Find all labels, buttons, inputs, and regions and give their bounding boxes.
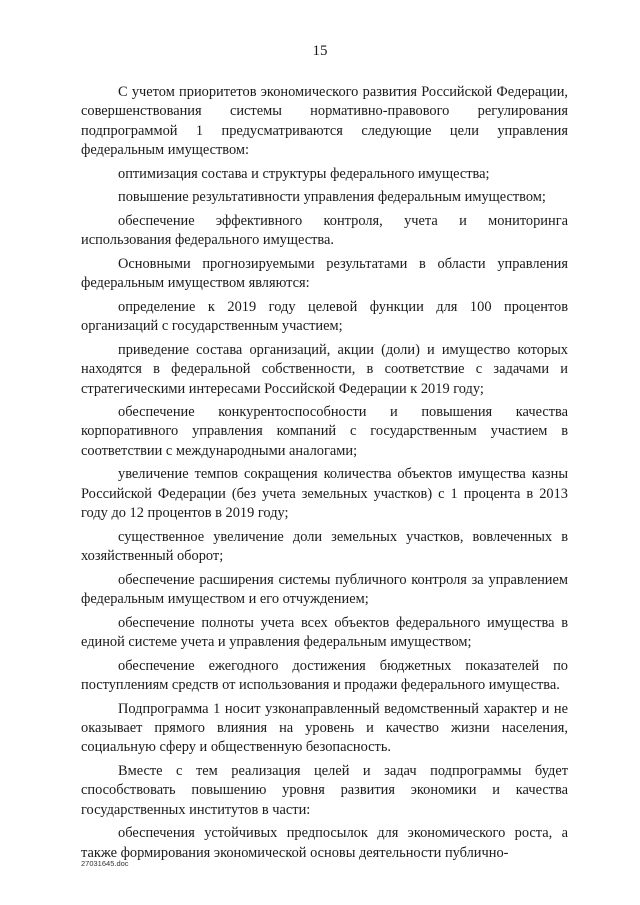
paragraph: оптимизация состава и структуры федерального имущества;: [118, 165, 490, 182]
paragraph: повышение результативности управления федеральным имуществом;: [118, 189, 546, 206]
page-number: 15: [312, 43, 328, 59]
paragraph: обеспечение ежегодного достижения бюджетных показателей по поступлениям средств от использования и продажи федерального имущества.: [81, 657, 568, 693]
paragraph: Вместе с тем реализация целей и задач подпрограммы будет способствовать повышению уровня развития экономики и качества государственных институтов в части:: [81, 762, 568, 818]
paragraph: обеспечение эффективного контроля, учета и мониторинга использования федерального имущества.: [81, 212, 568, 249]
body-text: [81, 83, 568, 867]
paragraph: С учетом приоритетов экономического развития Российской Федерации, совершенствования системы нормативно-правового регулирования подпрограммой 1 предусматриваются следующие цели управления федеральным имуществом:: [81, 84, 568, 158]
footer-filename: 27031645.doc: [81, 859, 129, 868]
paragraph: приведение состава организаций, акции (доли) и имущество которых находятся в федеральной собственности, в соответствие с задачами и стратегическими интересами Российской Федерации к 2019 году;: [81, 341, 568, 397]
paragraph: обеспечение расширения системы публичного контроля за управлением федеральным имуществом и его отчуждением;: [81, 571, 568, 608]
paragraph: Подпрограмма 1 носит узконаправленный ведомственный характер и не оказывает прямого влияния на уровень и качество жизни населения, социальную сферу и общественную безопасность.: [81, 700, 568, 756]
paragraph: Основными прогнозируемыми результатами в области управления федеральным имуществом являются:: [81, 255, 568, 292]
paragraph: обеспечения устойчивых предпосылок для экономического роста, а также формирования экономической основы деятельности публично-: [81, 825, 568, 861]
paragraph: обеспечение полноты учета всех объектов федерального имущества в единой системе учета и управления федеральным имуществом;: [81, 614, 568, 651]
paragraph: увеличение темпов сокращения количества объектов имущества казны Российской Федерации (без учета земельных участков) с 1 процента в 2013 году до 12 процентов в 2019 году;: [81, 466, 568, 522]
paragraph: обеспечение конкурентоспособности и повышения качества корпоративного управления компаний с государственным участием в соответствии с международными аналогами;: [81, 404, 568, 459]
paragraph: существенное увеличение доли земельных участков, вовлеченных в хозяйственный оборот;: [81, 528, 568, 565]
paragraph: определение к 2019 году целевой функции для 100 процентов организаций с государственным участием;: [81, 298, 568, 335]
